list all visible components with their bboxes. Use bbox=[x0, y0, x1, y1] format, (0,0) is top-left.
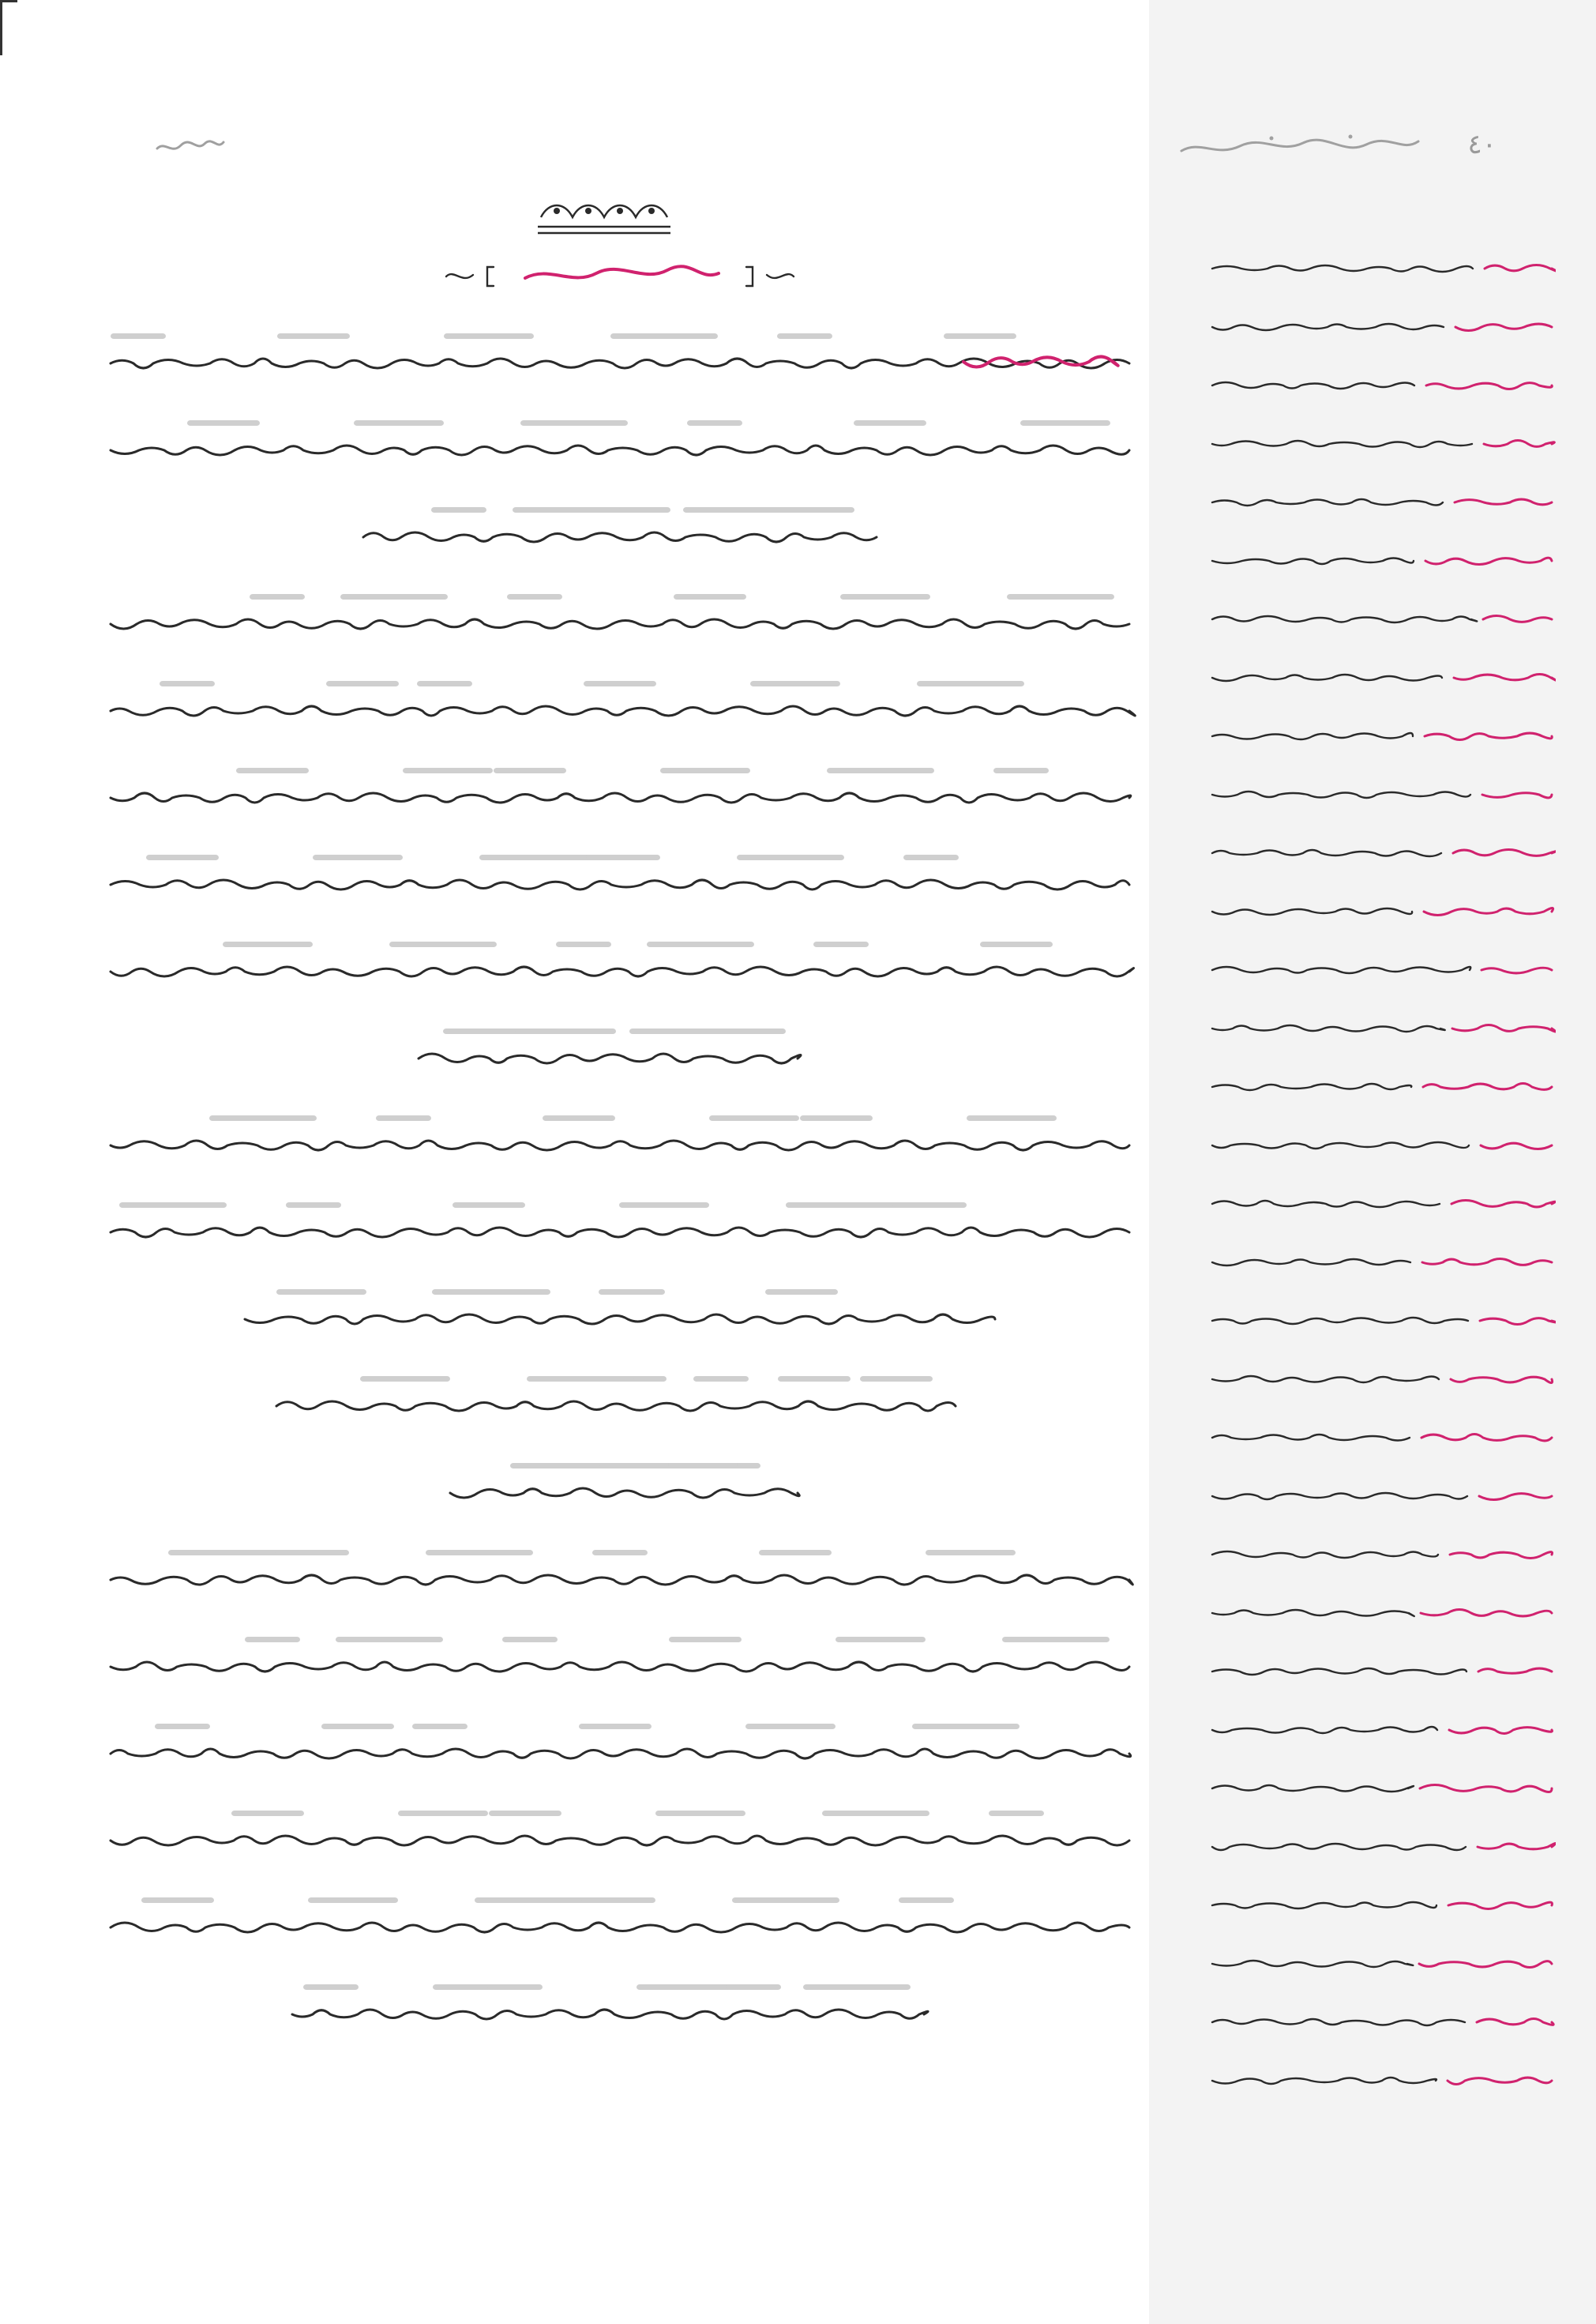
handwriting-line bbox=[1485, 265, 1556, 272]
handwriting-line bbox=[111, 1141, 1129, 1150]
page-number: ٤٠ bbox=[1467, 129, 1496, 160]
highlight-mark bbox=[520, 420, 628, 426]
handwriting-line bbox=[1212, 1493, 1467, 1499]
handwriting-line bbox=[1212, 1025, 1445, 1032]
highlight-mark bbox=[655, 1811, 745, 1816]
highlight-mark bbox=[398, 1811, 488, 1816]
highlight-mark bbox=[1020, 420, 1110, 426]
handwriting-line bbox=[1421, 1435, 1552, 1441]
handwriting-line bbox=[1212, 1902, 1436, 1908]
highlight-mark bbox=[543, 1115, 615, 1121]
highlight-mark bbox=[340, 594, 448, 600]
handwriting-line bbox=[1448, 1902, 1552, 1908]
handwriting-line bbox=[276, 1401, 956, 1411]
handwriting-line bbox=[1212, 558, 1414, 565]
handwriting-line bbox=[1478, 1668, 1552, 1673]
highlight-mark bbox=[376, 1115, 431, 1121]
highlight-mark bbox=[592, 1550, 648, 1555]
handwriting-line bbox=[1479, 1494, 1552, 1500]
handwriting-line bbox=[1212, 1318, 1468, 1324]
highlight-mark bbox=[669, 1637, 742, 1642]
handwriting-line bbox=[1212, 967, 1470, 973]
handwriting-line bbox=[1448, 2078, 1552, 2084]
handwriting-line bbox=[1483, 616, 1552, 622]
highlight-mark bbox=[836, 1637, 926, 1642]
highlight-mark bbox=[111, 333, 166, 339]
highlight-mark bbox=[854, 420, 926, 426]
handwriting-line bbox=[111, 1575, 1132, 1585]
handwriting-line bbox=[1212, 850, 1441, 856]
highlight-mark bbox=[759, 1550, 832, 1555]
highlight-mark bbox=[682, 1463, 738, 1468]
highlight-mark bbox=[813, 942, 869, 947]
handwriting-line bbox=[1212, 733, 1413, 739]
handwriting-line bbox=[1212, 1084, 1411, 1090]
highlight-mark bbox=[444, 333, 534, 339]
handwriting-line bbox=[1212, 2019, 1465, 2025]
highlight-mark bbox=[989, 1811, 1044, 1816]
highlight-mark bbox=[336, 1637, 443, 1642]
chapter-title bbox=[438, 254, 802, 297]
highlight-mark bbox=[1007, 594, 1114, 600]
handwriting-line bbox=[1212, 1376, 1439, 1382]
handwriting-line bbox=[292, 2010, 928, 2019]
highlight-mark bbox=[276, 1289, 366, 1295]
handwriting-line bbox=[1425, 733, 1552, 739]
highlight-mark bbox=[168, 1550, 276, 1555]
highlight-mark bbox=[160, 681, 215, 686]
highlight-mark bbox=[764, 507, 854, 513]
handwriting-line bbox=[1425, 558, 1552, 564]
crop-mark bbox=[0, 0, 17, 55]
handwriting-line bbox=[1477, 2019, 1553, 2025]
highlight-mark bbox=[647, 942, 754, 947]
highlight-mark bbox=[443, 1289, 550, 1295]
handwriting-line bbox=[1212, 1551, 1438, 1558]
highlight-mark bbox=[155, 1724, 210, 1729]
handwriting-line bbox=[111, 967, 1134, 976]
highlight-mark bbox=[475, 1897, 582, 1903]
handwriting-line bbox=[363, 532, 877, 542]
highlight-mark bbox=[556, 942, 611, 947]
handwriting-line bbox=[245, 1314, 995, 1324]
highlight-mark bbox=[737, 855, 844, 860]
highlight-mark bbox=[187, 420, 260, 426]
highlight-mark bbox=[433, 1984, 488, 1990]
highlight-mark bbox=[944, 333, 1016, 339]
highlight-mark bbox=[354, 420, 444, 426]
highlight-mark bbox=[926, 1550, 1016, 1555]
highlight-mark bbox=[489, 1811, 561, 1816]
highlight-mark bbox=[561, 1029, 616, 1034]
handwriting-line bbox=[1212, 1259, 1410, 1265]
highlight-mark bbox=[840, 594, 930, 600]
handwriting-line bbox=[1212, 1610, 1414, 1616]
highlight-mark bbox=[426, 1550, 533, 1555]
highlight-mark bbox=[431, 507, 486, 513]
handwriting-line bbox=[1451, 1377, 1553, 1382]
highlight-mark bbox=[1002, 1637, 1110, 1642]
handwriting-line bbox=[1212, 1435, 1410, 1441]
running-header-right bbox=[1177, 130, 1421, 164]
handwriting-line bbox=[1422, 1259, 1552, 1265]
highlight-mark bbox=[860, 1376, 933, 1382]
highlight-mark bbox=[687, 420, 742, 426]
handwriting-line bbox=[1484, 441, 1554, 447]
highlight-mark bbox=[146, 855, 219, 860]
handwriting-line bbox=[1481, 968, 1552, 973]
highlight-mark bbox=[903, 855, 959, 860]
handwriting-line bbox=[1421, 1610, 1552, 1616]
highlight-mark bbox=[750, 681, 840, 686]
handwriting-line bbox=[1212, 616, 1477, 622]
highlight-mark bbox=[803, 1984, 911, 1990]
handwriting-line bbox=[1212, 1961, 1413, 1967]
body-text bbox=[87, 332, 1145, 2149]
highlight-mark bbox=[236, 768, 309, 773]
handwriting-line bbox=[1212, 792, 1470, 798]
handwriting-line bbox=[111, 619, 1129, 629]
highlight-mark bbox=[899, 1897, 954, 1903]
handwriting-line bbox=[1478, 1844, 1556, 1849]
highlight-mark bbox=[765, 1289, 838, 1295]
handwriting-line bbox=[1212, 382, 1414, 389]
highlight-mark bbox=[786, 1202, 893, 1208]
handwriting-line bbox=[1424, 908, 1553, 916]
ornament-icon bbox=[533, 194, 675, 241]
highlight-mark bbox=[494, 768, 566, 773]
highlight-mark bbox=[674, 594, 746, 600]
highlight-mark bbox=[619, 1202, 709, 1208]
highlight-mark bbox=[993, 768, 1049, 773]
handwriting-line bbox=[1420, 1785, 1552, 1792]
handwriting-line bbox=[111, 1662, 1129, 1672]
highlight-mark bbox=[417, 681, 472, 686]
handwriting-line bbox=[1212, 441, 1472, 447]
handwriting-line bbox=[111, 706, 1135, 716]
running-header-left bbox=[154, 134, 225, 158]
handwriting-line bbox=[1453, 850, 1556, 856]
handwriting-line bbox=[1212, 499, 1443, 506]
highlight-mark bbox=[917, 681, 1024, 686]
highlight-mark bbox=[308, 1897, 398, 1903]
handwriting-line bbox=[1451, 1201, 1555, 1207]
highlight-mark bbox=[610, 1289, 665, 1295]
handwriting-line bbox=[1481, 1143, 1552, 1149]
highlight-mark bbox=[479, 855, 587, 860]
handwriting-line bbox=[1419, 1961, 1552, 1968]
highlight-mark bbox=[510, 1463, 600, 1468]
highlight-mark bbox=[250, 594, 305, 600]
highlight-mark bbox=[403, 768, 493, 773]
highlight-mark bbox=[231, 1811, 304, 1816]
handwriting-line bbox=[111, 1836, 1129, 1845]
handwriting-line bbox=[111, 880, 1129, 889]
handwriting-line bbox=[1212, 324, 1444, 330]
handwriting-line bbox=[1454, 675, 1556, 681]
highlight-mark bbox=[507, 594, 562, 600]
handwriting-line bbox=[1449, 1728, 1552, 1734]
highlight-mark bbox=[313, 855, 403, 860]
highlight-mark bbox=[778, 1376, 851, 1382]
highlight-mark bbox=[502, 1637, 558, 1642]
handwriting-line bbox=[1212, 1201, 1440, 1207]
handwriting-line bbox=[1212, 265, 1473, 272]
handwriting-line bbox=[1423, 1084, 1552, 1090]
highlight-mark bbox=[709, 1115, 799, 1121]
highlight-mark bbox=[443, 1029, 516, 1034]
highlight-mark bbox=[732, 1897, 839, 1903]
highlight-mark bbox=[223, 942, 313, 947]
handwriting-line bbox=[1212, 1785, 1414, 1792]
highlight-mark bbox=[579, 1724, 652, 1729]
glossary-entries bbox=[1204, 245, 1556, 2180]
handwriting-line bbox=[1482, 793, 1552, 798]
handwriting-line bbox=[1455, 499, 1552, 505]
highlight-mark bbox=[596, 1463, 669, 1468]
handwriting-line bbox=[1212, 1142, 1469, 1149]
handwriting-line bbox=[419, 1054, 801, 1063]
highlight-mark bbox=[800, 1115, 873, 1121]
handwriting-line bbox=[450, 1488, 799, 1498]
highlight-mark bbox=[141, 1897, 214, 1903]
highlight-mark bbox=[286, 1202, 341, 1208]
handwriting-line bbox=[111, 1923, 1129, 1932]
highlight-mark bbox=[637, 1984, 727, 1990]
highlight-mark bbox=[777, 333, 832, 339]
highlight-mark bbox=[693, 1376, 749, 1382]
highlight-mark bbox=[980, 942, 1053, 947]
highlight-mark bbox=[660, 768, 750, 773]
handwriting-line bbox=[1455, 324, 1552, 330]
handwriting-line bbox=[1212, 1727, 1437, 1733]
highlight-mark bbox=[321, 1724, 394, 1729]
highlight-mark bbox=[610, 333, 718, 339]
highlight-mark bbox=[912, 1724, 1020, 1729]
handwriting-line bbox=[111, 446, 1129, 455]
highlight-mark bbox=[527, 1376, 634, 1382]
handwriting-line bbox=[111, 1749, 1131, 1758]
handwriting-line bbox=[1212, 908, 1412, 915]
handwriting-line bbox=[1452, 1025, 1556, 1032]
handwriting-line bbox=[111, 793, 1131, 803]
highlight-mark bbox=[119, 1202, 227, 1208]
handwriting-line bbox=[1480, 1318, 1556, 1325]
highlight-mark bbox=[245, 1637, 300, 1642]
handwriting-line bbox=[1212, 675, 1442, 681]
highlight-mark bbox=[584, 681, 656, 686]
highlight-mark bbox=[822, 1811, 929, 1816]
highlight-mark bbox=[745, 1724, 836, 1729]
highlight-mark bbox=[360, 1376, 450, 1382]
highlight-mark bbox=[326, 681, 399, 686]
handwriting-line bbox=[111, 1228, 1129, 1237]
handwriting-line bbox=[1450, 1552, 1553, 1559]
highlight-mark bbox=[303, 1984, 359, 1990]
highlight-mark bbox=[827, 768, 934, 773]
handwriting-line bbox=[1212, 1668, 1466, 1675]
highlight-mark bbox=[209, 1115, 317, 1121]
highlight-mark bbox=[389, 942, 497, 947]
highlight-mark bbox=[678, 1029, 786, 1034]
highlight-mark bbox=[453, 1202, 525, 1208]
highlight-mark bbox=[412, 1724, 468, 1729]
highlight-mark bbox=[967, 1115, 1057, 1121]
highlight-mark bbox=[513, 507, 620, 513]
handwriting-line bbox=[1212, 1844, 1466, 1850]
highlight-mark bbox=[277, 333, 350, 339]
handwriting-line bbox=[1212, 2078, 1436, 2084]
handwriting-line bbox=[1426, 383, 1552, 389]
